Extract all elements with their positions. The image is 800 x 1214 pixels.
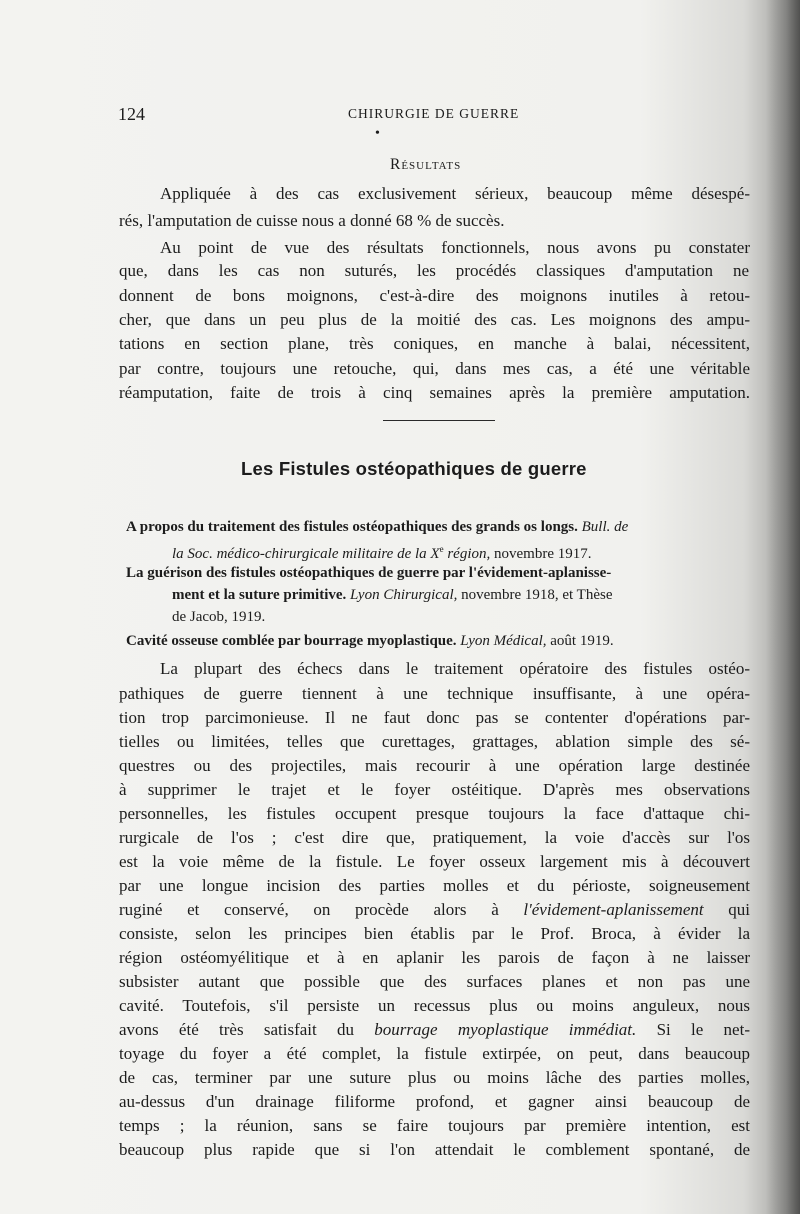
paragraph-text: Si le net- — [656, 1020, 750, 1039]
paragraph-line: personnelles, les fistules occupent presque toujours la face d'attaque chi- — [119, 804, 750, 823]
paragraph-line: La plupart des échecs dans le traitement opératoire des fistules ostéo- — [160, 659, 750, 678]
paragraph-text: qui — [728, 900, 751, 919]
reference-title: A propos du traitement des fistules ostéopathiques des grands os longs. — [126, 519, 578, 535]
paragraph-text: ruginé et conservé, on procède alors à — [119, 900, 499, 919]
paragraph-line: rurgicale de l'os ; c'est dire que, pratiquement, la voie d'accès sur l'os — [119, 828, 750, 847]
paragraph-text: avons été très satisfait du — [119, 1020, 354, 1039]
paragraph-line: à supprimer le trajet et le foyer ostéitique. D'après mes observations — [119, 780, 750, 799]
page-binding-shadow — [766, 0, 800, 1214]
paragraph-line: réamputation, faite de trois à cinq semaines après la première amputation. — [119, 383, 750, 402]
reference-journal: région, — [447, 546, 491, 562]
reference-2-line-2 — [172, 584, 612, 606]
paragraph-line — [119, 898, 750, 922]
paragraph-line: de cas, terminer par une suture plus ou moins lâche des parties molles, — [119, 1068, 750, 1087]
reference-2-line-3 — [172, 606, 265, 628]
paragraph-line: questres ou des projectiles, mais recourir à une opération large destinée — [119, 756, 750, 775]
reference-date: novembre 1917. — [494, 546, 592, 562]
paragraph-line: donnent de bons moignons, c'est-à-dire des moignons inutiles à retou- — [119, 286, 750, 305]
paragraph-line: tations en section plane, très coniques, en manche à balai, nécessitent, — [119, 334, 750, 353]
paragraph-line — [119, 1018, 750, 1042]
reference-journal: la Soc. médico-chirurgicale militaire de la X — [172, 546, 440, 562]
header-ornament: • — [375, 126, 380, 141]
paragraph-line: beaucoup plus rapide que si l'on attendait le comblement spontané, de — [119, 1140, 750, 1159]
italic-term: bourrage myoplastique immédiat. — [374, 1020, 637, 1039]
paragraph-line: que, dans les cas non suturés, les procédés classiques d'amputation ne — [119, 261, 749, 280]
reference-superscript: e — [439, 544, 444, 554]
paragraph-line: subsister autant que possible que des surfaces planes et non pas une — [119, 972, 750, 991]
reference-1-line-1 — [126, 516, 628, 538]
reference-journal: Bull. de — [581, 519, 629, 535]
paragraph-line: rés, l'amputation de cuisse nous a donné 68 % de succès. — [119, 211, 505, 230]
article-title: Les Fistules ostéopathiques de guerre — [241, 458, 587, 479]
page-number: 124 — [118, 104, 145, 124]
section-heading-resultats: Résultats — [390, 156, 462, 173]
reference-1-line-2 — [172, 538, 591, 565]
reference-date: août 1919. — [550, 633, 614, 649]
reference-date: novembre 1918, et Thèse — [461, 587, 613, 603]
paragraph-line: toyage du foyer a été complet, la fistule extirpée, on peut, dans beaucoup — [119, 1044, 750, 1063]
paragraph-line: Appliquée à des cas exclusivement sérieux, beaucoup même désespé- — [160, 184, 750, 203]
paragraph-line: pathiques de guerre tiennent à une technique insuffisante, à une opéra- — [119, 684, 750, 703]
paragraph-line: temps ; la réunion, sans se faire toujours par première intention, est — [119, 1116, 750, 1135]
reference-journal: Lyon Médical, — [460, 633, 547, 649]
paragraph-line: tion trop parcimonieuse. Il ne faut donc pas se contenter d'opérations par- — [119, 708, 750, 727]
paragraph-line: région ostéomyélitique et à en aplanir les parois de façon à ne laisser — [119, 948, 750, 967]
reference-journal: Lyon Chirurgical, — [350, 587, 458, 603]
section-divider — [383, 420, 495, 421]
paragraph-line: Au point de vue des résultats fonctionnels, nous avons pu constater — [160, 238, 750, 257]
paragraph-line: par contre, toujours une retouche, qui, dans mes cas, a été une véritable — [119, 359, 750, 378]
reference-3-line-1 — [126, 630, 614, 652]
paragraph-line: cher, que dans un peu plus de la moitié des cas. Les moignons des ampu- — [119, 310, 750, 329]
paragraph-line: est la voie même de la fistule. Le foyer osseux largement mis à découvert — [119, 852, 750, 871]
reference-title: ment et la suture primitive. — [172, 587, 347, 603]
paragraph-line: tielles ou limitées, telles que curettages, grattages, ablation simple des sé- — [119, 732, 750, 751]
italic-term: l'évidement-aplanissement — [523, 900, 704, 919]
reference-date: de Jacob, 1919. — [172, 609, 266, 625]
reference-2-line-1 — [126, 562, 611, 584]
paragraph-line: par une longue incision des parties molles et du périoste, soigneusement — [119, 876, 750, 895]
paragraph-line: cavité. Toutefois, s'il persiste un recessus plus ou moins anguleux, nous — [119, 996, 750, 1015]
running-title: CHIRURGIE DE GUERRE — [348, 106, 520, 121]
paragraph-line: au-dessus d'un drainage filiforme profond, et gagner ainsi beaucoup de — [119, 1092, 750, 1111]
reference-title: Cavité osseuse comblée par bourrage myoplastique. — [126, 633, 457, 649]
paragraph-line: consiste, selon les principes bien établis par le Prof. Broca, à évider la — [119, 924, 750, 943]
reference-title: La guérison des fistules ostéopathiques de guerre par l'évidement-aplanisse- — [126, 565, 612, 581]
